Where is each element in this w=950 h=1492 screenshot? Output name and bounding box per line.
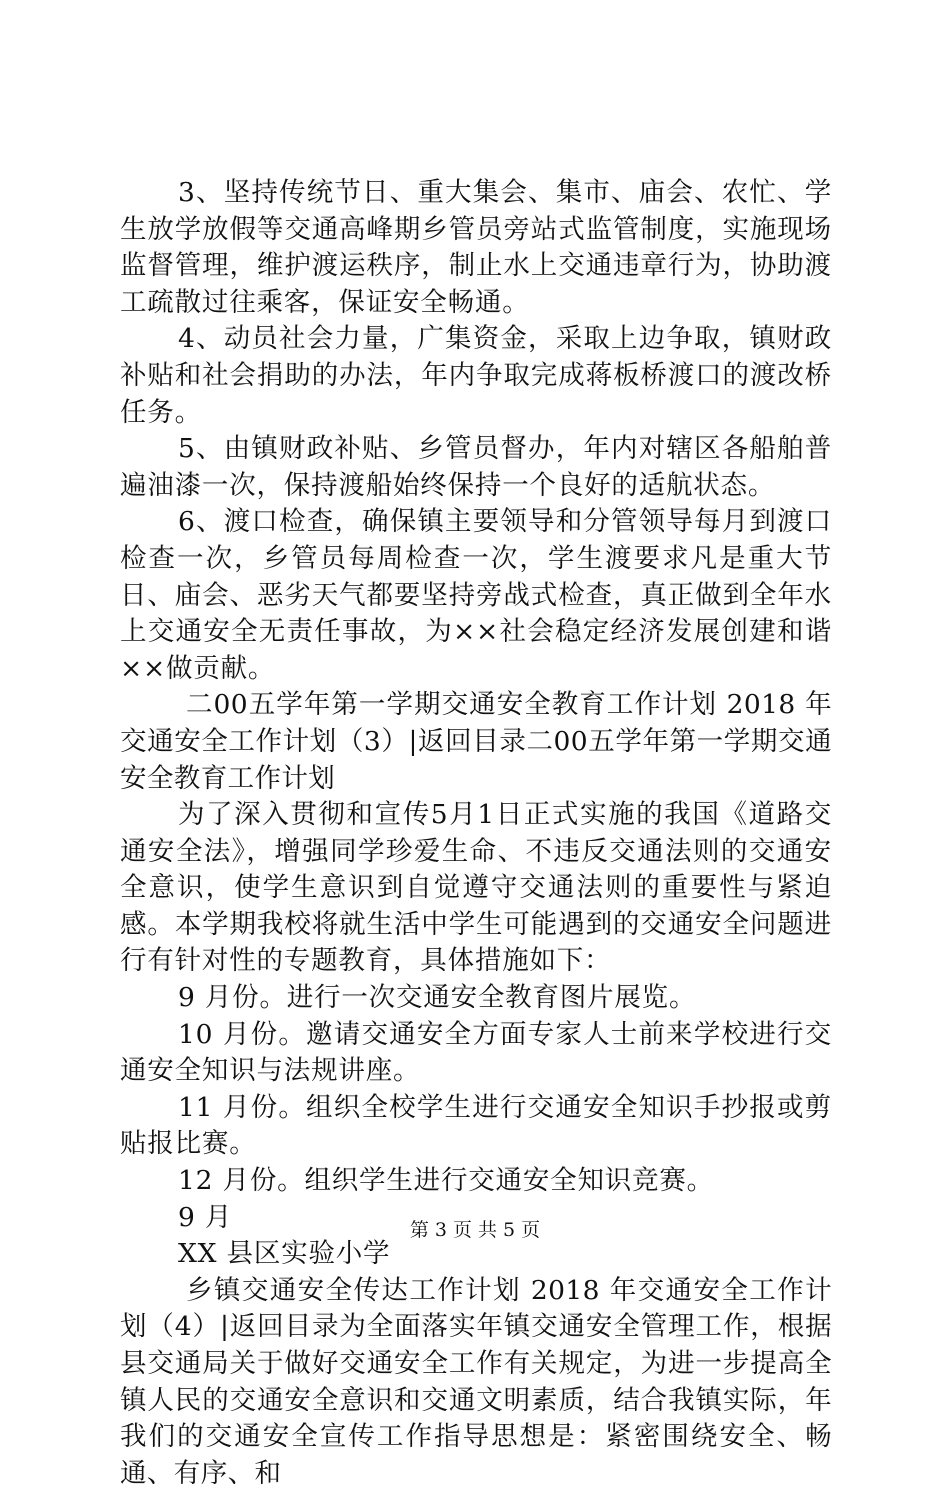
document-body	[120, 175, 832, 1492]
paragraph-item-6: 6、渡口检查，确保镇主要领导和分管领导每月到渡口检查一次，乡管员每周检查一次，学生渡要求凡是重大节日、庙会、恶劣天气都要坚持旁战式检查，真正做到全年水上交通安全无责任事故，为××社会稳定经济发展创建和谐××做贡献。	[120, 506, 832, 684]
paragraph-december: 12 月份。组织学生进行交通安全知识竞赛。	[178, 1165, 714, 1197]
paragraph-november: 11 月份。组织全校学生进行交通安全知识手抄报或剪贴报比赛。	[120, 1091, 832, 1160]
paragraph-october: 10 月份。邀请交通安全方面专家人士前来学校进行交通安全知识与法规讲座。	[120, 1018, 832, 1087]
paragraph-item-5: 5、由镇财政补贴、乡管员督办，年内对辖区各船舶普遍油漆一次，保持渡船始终保持一个良好的适航状态。	[120, 433, 832, 501]
school-signature: XX 县区实验小学	[178, 1238, 391, 1270]
section-heading-plan-4: 乡镇交通安全传达工作计划 2018 年交通安全工作计划（4）|返回目录为全面落实年镇交通安全管理工作，根据县交通局关于做好交通安全工作有关规定，为进一步提高全镇人民的交通安全意识和交通文明素质，结合我镇实际，年我们的交通安全宣传工作指导思想是：紧密围绕安全、畅通、有序、和	[120, 1274, 832, 1489]
paragraph-item-3: 3、坚持传统节日、重大集会、集市、庙会、农忙、学生放学放假等交通高峰期乡管员旁站式监管制度，实施现场监督管理，维护渡运秩序，制止水上交通违章行为，协助渡工疏散过往乘客，保证安全畅通。	[120, 177, 832, 318]
paragraph-september: 9 月份。进行一次交通安全教育图片展览。	[178, 982, 697, 1014]
paragraph-item-4: 4、动员社会力量，广集资金，采取上边争取，镇财政补贴和社会捐助的办法，年内争取完成蒋板桥渡口的渡改桥任务。	[120, 323, 832, 428]
section-heading-plan-3: 二00五学年第一学期交通安全教育工作计划 2018 年交通安全工作计划（3）|返回目录二00五学年第一学期交通安全教育工作计划	[120, 689, 832, 794]
page-number-footer: 第 3 页 共 5 页	[409, 1219, 541, 1241]
paragraph-intro: 为了深入贯彻和宣传5月1日正式实施的我国《道路交通安全法》，增强同学珍爱生命、不违反交通法则的交通安全意识，使学生意识到自觉遵守交通法则的重要性与紧迫感。本学期我校将就生活中学生可能遇到的交通安全问题进行有针对性的专题教育，具体措施如下：	[120, 799, 832, 977]
date-line: 9 月	[178, 1201, 233, 1233]
